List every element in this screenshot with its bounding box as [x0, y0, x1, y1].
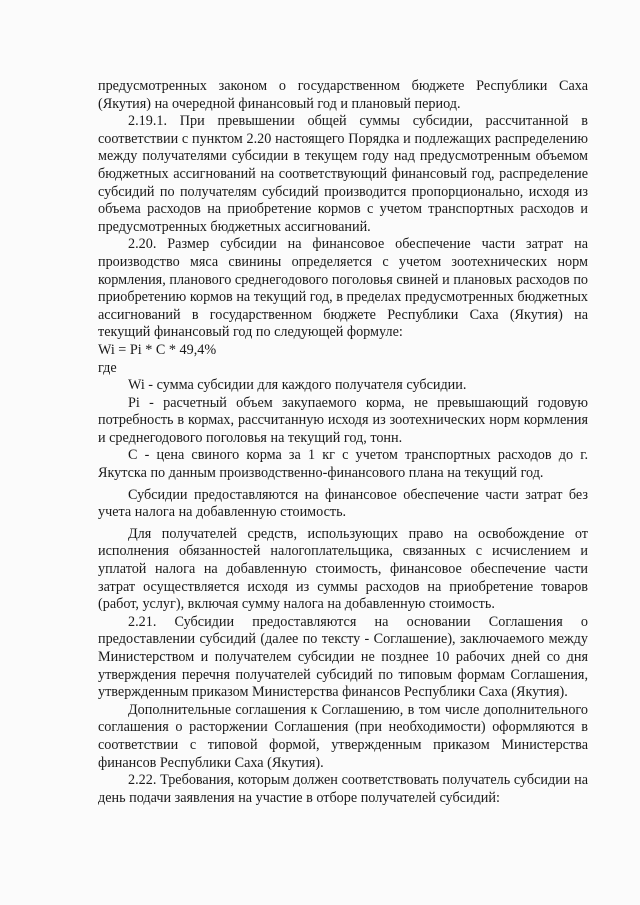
paragraph-2-19-1: 2.19.1. При превышении общей суммы субсидии, рассчитанной в соответствии с пунктом 2.20 настоящего Порядка и подлежащих распределению между получателями субсидии в текущем году над предусмотренным объемом бюджетных ассигнований на соответствующий финансовый год, распределение субсидий по получателям субсидий производится пропорционально, исходя из объема расходов на приобретение кормов с учетом транспортных расходов и предусмотренных бюджетных ассигнований. — [98, 113, 588, 235]
paragraph-2-21: 2.21. Субсидии предоставляются на основании Соглашения о предоставлении субсидий (далее по тексту - Соглашение), заключаемого между Министерством и получателем субсидии не позднее 10 рабочих дней со дня утверждения перечня получателей субсидий по типовым формам Соглашения, утвержденным приказом Министерства финансов Республики Саха (Якутия). — [98, 613, 588, 701]
paragraph-vat-note: Субсидии предоставляются на финансовое обеспечение части затрат без учета налога на добавленную стоимость. — [98, 486, 588, 521]
definition-pi: Pi - расчетный объем закупаемого корма, не превышающий годовую потребность в кормах, рассчитанную исходя из зоотехнических норм кормления и среднегодового поголовья на текущий год, тонн. — [98, 394, 588, 446]
paragraph-additional-agreements: Дополнительные соглашения к Соглашению, в том числе дополнительного соглашения о расторжении Соглашения (при необходимости) оформляются в соответствии с типовой формой, утвержденным приказом Министерства финансов Республики Саха (Якутия). — [98, 701, 588, 771]
where-label: где — [98, 359, 117, 376]
paragraph-2-20: 2.20. Размер субсидии на финансовое обеспечение части затрат на производство мяса свинины определяется с учетом зоотехнических норм кормления, планового среднегодового поголовья свиней и плановых расходов по приобретению кормов на текущий год, в пределах предусмотренных бюджетных ассигнований в государственном бюджете Республики Саха (Якутия) на текущий финансовый год по следующей формуле: — [98, 236, 588, 341]
paragraph-2-22: 2.22. Требования, которым должен соответствовать получатель субсидии на день подачи заявления на участие в отборе получателей субсидий: — [98, 772, 588, 806]
definition-c: С - цена свиного корма за 1 кг с учетом транспортных расходов до г. Якутска по данным производственно-финансового плана на текущий год. — [98, 447, 588, 482]
definition-wi: Wi - сумма субсидии для каждого получателя субсидии. — [128, 377, 467, 394]
paragraph-vat-exemption: Для получателей средств, использующих право на освобождение от исполнения обязанностей налогоплательщика, связанных с исчислением и уплатой налога на добавленную стоимость, финансовое обеспечение части затрат осуществляется исходя из суммы расходов на приобретение товаров (работ, услуг), включая сумму налога на добавленную стоимость. — [98, 525, 588, 613]
paragraph-continuation: предусмотренных законом о государственном бюджете Республики Саха (Якутия) на очередной финансовый год и плановый период. — [98, 78, 588, 112]
document-body — [98, 78, 588, 807]
subsidy-formula: Wi = Pi * C * 49,4% — [98, 341, 217, 358]
